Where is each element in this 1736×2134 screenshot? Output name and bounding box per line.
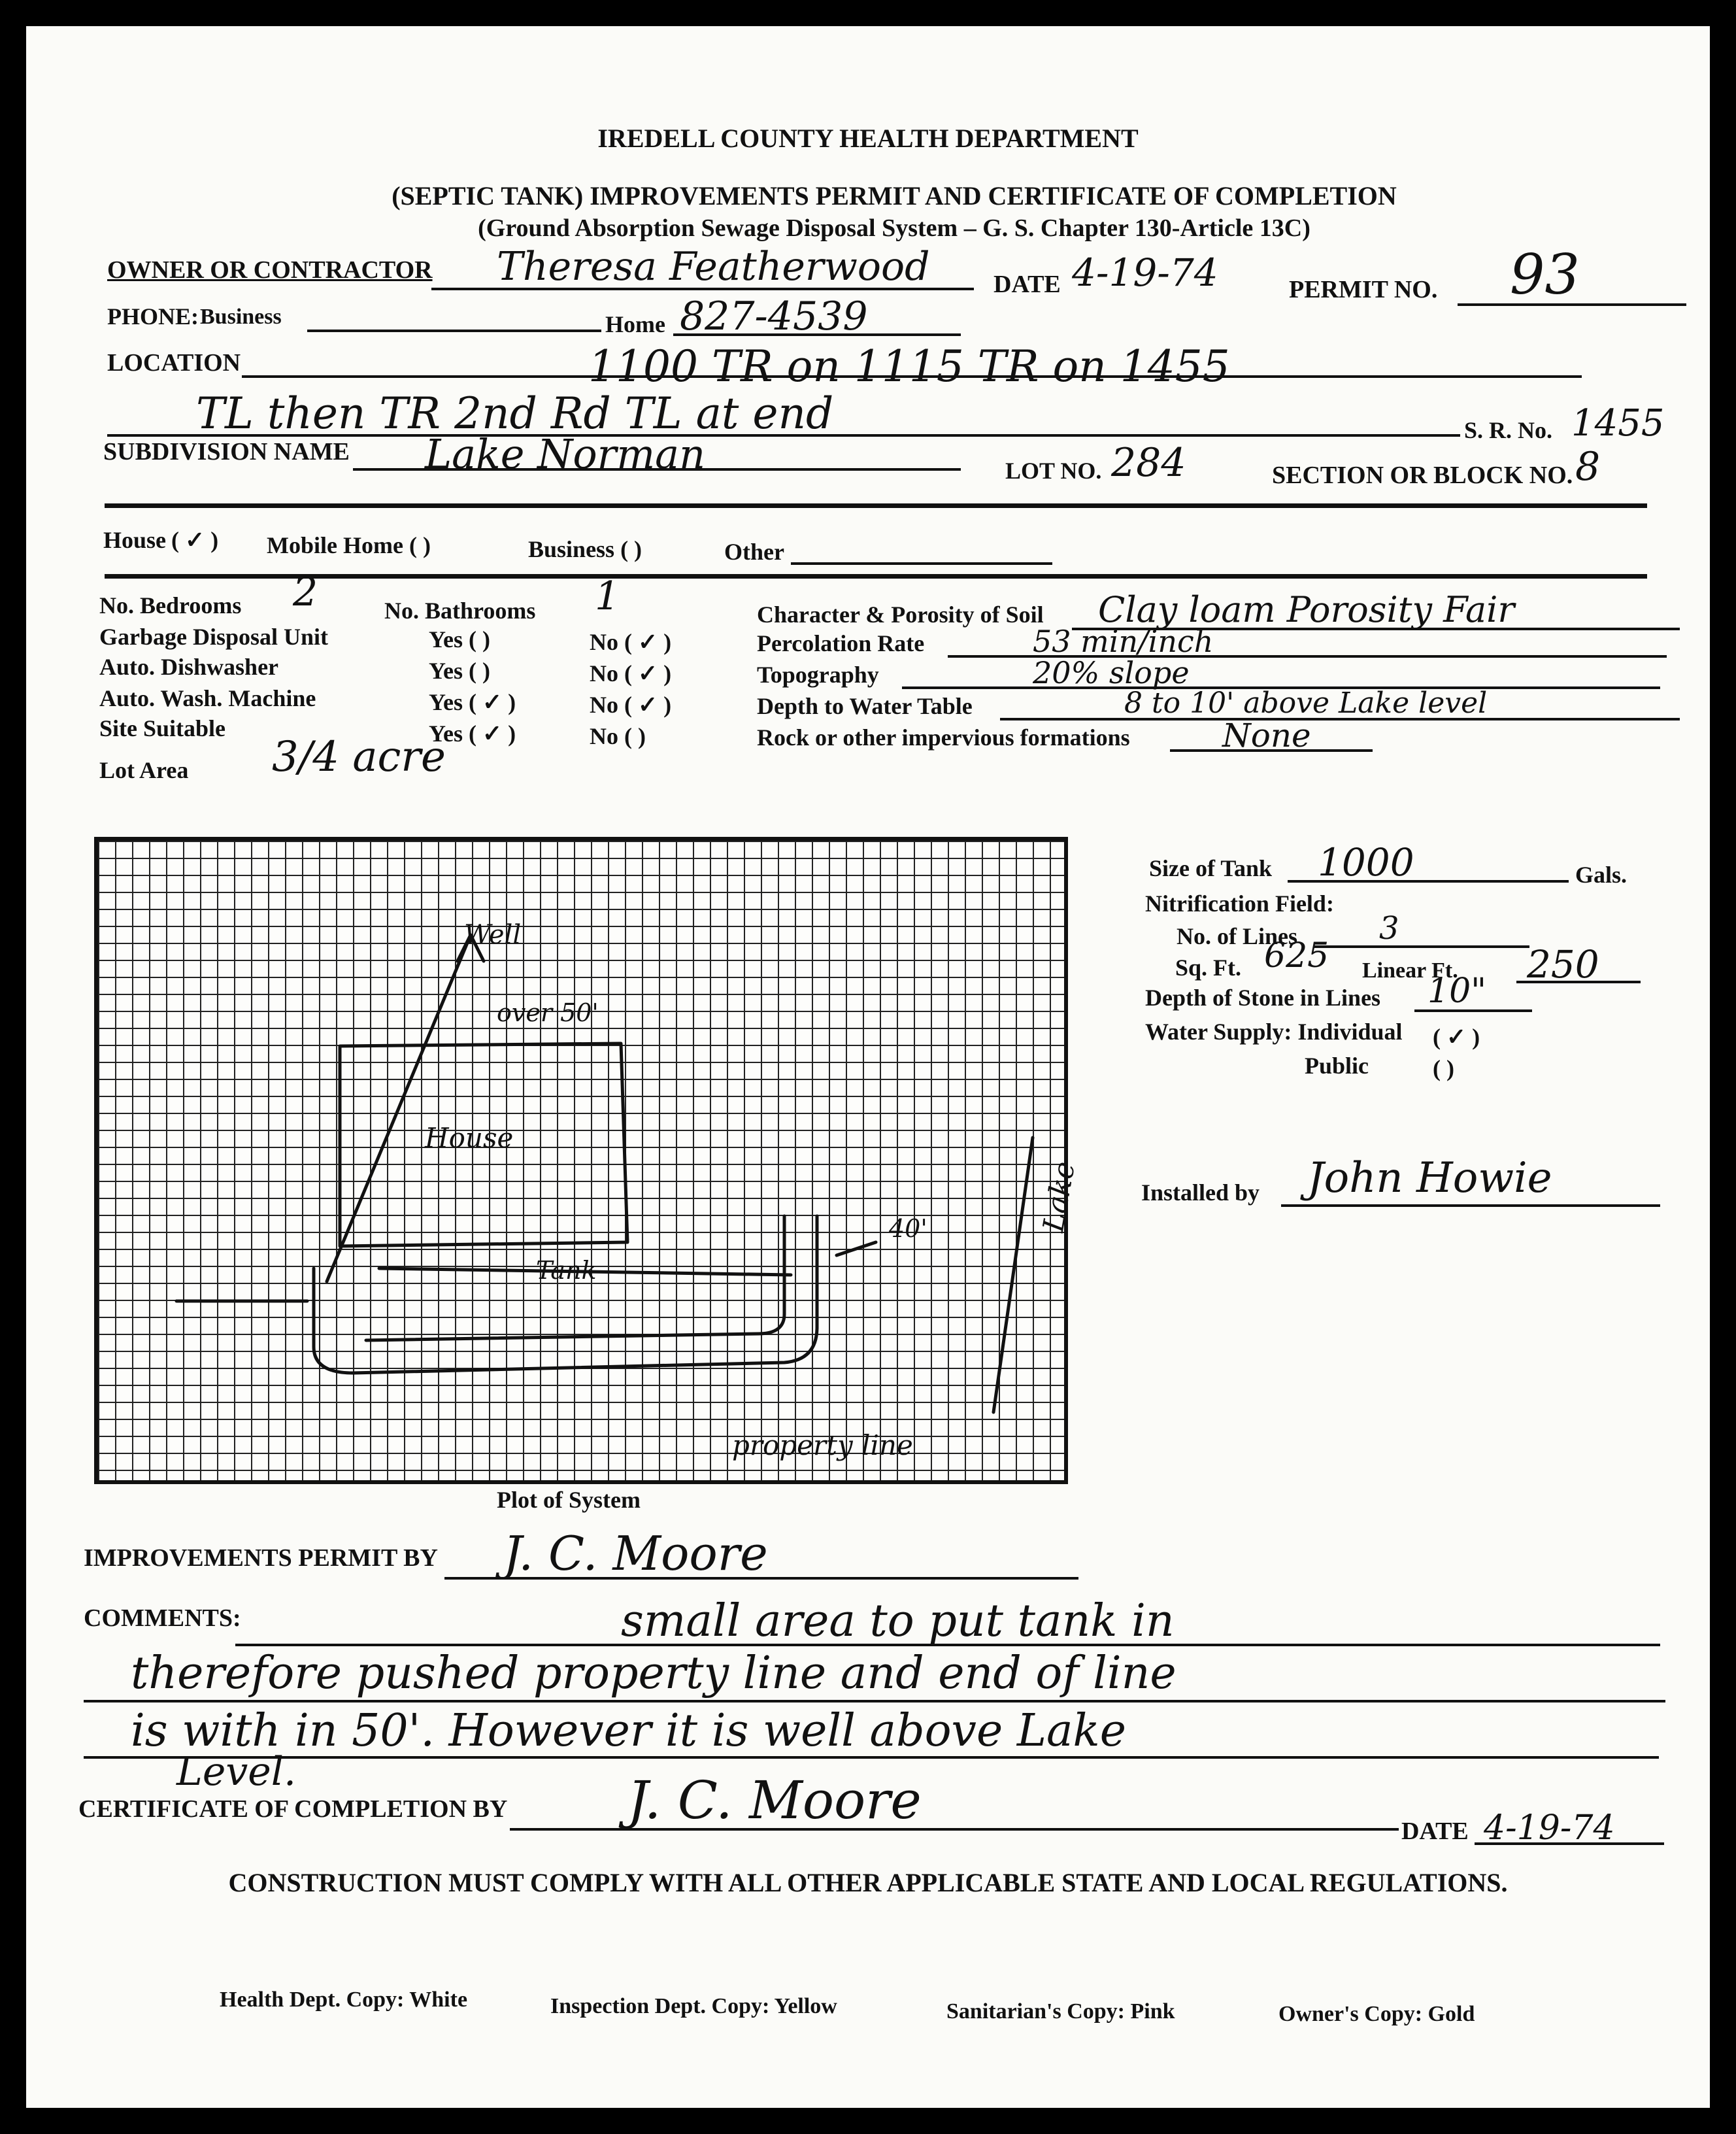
lot-label: LOT NO. <box>1005 458 1102 484</box>
lines-line <box>1314 945 1529 948</box>
house-label: House <box>103 527 167 553</box>
plot-note-lake: Lake <box>1037 1159 1082 1235</box>
comments-line-2 <box>84 1700 1665 1702</box>
dishwasher-yes: Yes ( ) <box>429 658 490 684</box>
phone-label: PHONE: <box>107 303 199 330</box>
lot-value: 284 <box>1111 440 1186 486</box>
water-table-value: 8 to 10' above Lake level <box>1124 686 1488 720</box>
copy-inspection-dept: Inspection Dept. Copy: Yellow <box>550 1994 837 2018</box>
site-suitable-yes: Yes ( ✓ ) <box>429 720 516 747</box>
stone-depth-label: Depth of Stone in Lines <box>1145 985 1381 1011</box>
percolation-value: 53 min/inch <box>1033 624 1214 659</box>
plot-note-well: Well <box>464 920 522 950</box>
tank-outline <box>314 1216 817 1373</box>
installed-by-value: John Howie <box>1307 1154 1552 1202</box>
location-line-2-value: TL then TR 2nd Rd TL at end <box>196 388 834 439</box>
copy-sanitarian: Sanitarian's Copy: Pink <box>946 1999 1175 2024</box>
bathrooms-label: No. Bathrooms <box>384 598 536 624</box>
water-table-label: Depth to Water Table <box>757 693 973 719</box>
phone-home-label: Home <box>605 311 665 337</box>
form-subtitle: (Ground Absorption Sewage Disposal System – G. S. Chapter 130-Article 13C) <box>478 214 1310 242</box>
department-title: IREDELL COUNTY HEALTH DEPARTMENT <box>597 124 1139 153</box>
distance-arrow <box>837 1242 876 1255</box>
well-line <box>327 935 471 1281</box>
house-mark: ( ✓ ) <box>171 527 219 553</box>
percolation-label: Percolation Rate <box>757 630 925 656</box>
plot-note-distance: 40' <box>889 1214 927 1243</box>
garbage-disposal-yes: Yes ( ) <box>429 626 490 652</box>
individual-mark: ( ✓ ) <box>1433 1024 1480 1050</box>
subdivision-value: Lake Norman <box>425 430 706 478</box>
location-label: LOCATION <box>107 349 241 377</box>
date-value: 4-19-74 <box>1072 250 1218 295</box>
bathrooms-value: 1 <box>595 573 620 619</box>
plot-note-property-line: property line <box>732 1429 913 1461</box>
bedrooms-value: 2 <box>293 569 318 615</box>
plot-note-house: House <box>425 1122 514 1154</box>
plot-caption: Plot of System <box>497 1487 641 1513</box>
garbage-disposal-label: Garbage Disposal Unit <box>99 624 329 650</box>
wash-machine-no: No ( ✓ ) <box>590 692 672 718</box>
other-label: Other <box>724 539 784 565</box>
sqft-label: Sq. Ft. <box>1175 955 1242 981</box>
plot-note-well-distance: over 50' <box>497 998 599 1027</box>
home-phone-value: 827-4539 <box>680 294 868 339</box>
linear-value: 250 <box>1527 942 1599 987</box>
owner-value: Theresa Featherwood <box>497 244 930 290</box>
form-title: (SEPTIC TANK) IMPROVEMENTS PERMIT AND CERTIFICATE OF COMPLETION <box>392 181 1397 211</box>
certificate-value: J. C. Moore <box>627 1770 922 1831</box>
section-label: SECTION OR BLOCK NO. <box>1272 462 1573 489</box>
lake-edge <box>993 1138 1033 1412</box>
comments-line-3-value: is with in 50'. However it is well above Lake <box>131 1705 1126 1757</box>
certificate-date-label: DATE <box>1401 1818 1469 1845</box>
permit-by-label: IMPROVEMENTS PERMIT BY <box>84 1544 438 1572</box>
dishwasher-no: No ( ✓ ) <box>590 660 672 686</box>
topography-label: Topography <box>757 662 879 688</box>
phone-business-label: Business <box>200 305 282 329</box>
bedrooms-label: No. Bedrooms <box>99 592 242 618</box>
lines-value: 3 <box>1379 910 1399 947</box>
tank-size-label: Size of Tank <box>1149 855 1273 881</box>
comments-line-4-value: Level. <box>176 1749 297 1795</box>
topography-value: 20% slope <box>1033 655 1190 690</box>
garbage-disposal-no: No ( ✓ ) <box>590 629 672 655</box>
mobile-home-label: Mobile Home ( ) <box>267 532 431 558</box>
compliance-notice: CONSTRUCTION MUST COMPLY WITH ALL OTHER APPLICABLE STATE AND LOCAL REGULATIONS. <box>228 1868 1508 1897</box>
site-suitable-label: Site Suitable <box>99 715 226 741</box>
permit-by-value: J. C. Moore <box>503 1526 768 1581</box>
subdivision-label: SUBDIVISION NAME <box>103 438 350 466</box>
dishwasher-label: Auto. Dishwasher <box>99 654 279 680</box>
installed-by-label: Installed by <box>1141 1179 1260 1206</box>
location-line-1-value: 1100 TR on 1115 TR on 1455 <box>588 341 1230 392</box>
copy-health-dept: Health Dept. Copy: White <box>220 1988 468 2012</box>
permit-label: PERMIT NO. <box>1289 276 1438 303</box>
lines-label: No. of Lines <box>1177 923 1298 949</box>
date-label: DATE <box>993 271 1061 298</box>
sqft-value: 625 <box>1264 936 1329 975</box>
gals-label: Gals. <box>1575 862 1628 888</box>
public-mark: ( ) <box>1433 1055 1454 1081</box>
section-value: 8 <box>1575 444 1601 490</box>
stone-depth-value: 10" <box>1427 972 1487 1011</box>
lot-area-value: 3/4 acre <box>272 733 446 781</box>
rock-label: Rock or other impervious formations <box>757 724 1130 751</box>
comments-label: COMMENTS: <box>84 1604 241 1632</box>
business-type-label: Business ( ) <box>528 536 643 562</box>
tank-size-value: 1000 <box>1318 840 1414 885</box>
public-label: Public <box>1305 1053 1369 1079</box>
wash-machine-label: Auto. Wash. Machine <box>99 685 316 711</box>
permit-value: 93 <box>1510 243 1580 307</box>
comments-line-1-value: small area to put tank in <box>621 1595 1175 1647</box>
water-supply-label: Water Supply: Individual <box>1145 1019 1403 1045</box>
certificate-label: CERTIFICATE OF COMPLETION BY <box>78 1795 508 1823</box>
plot-note-tank: Tank <box>536 1256 597 1285</box>
sr-value: 1455 <box>1571 402 1665 445</box>
wash-machine-yes: Yes ( ✓ ) <box>429 689 516 715</box>
lot-area-label: Lot Area <box>99 757 189 783</box>
installed-by-line <box>1281 1204 1660 1207</box>
sr-label: S. R. No. <box>1464 417 1553 443</box>
copy-owner: Owner's Copy: Gold <box>1278 2002 1475 2026</box>
soil-character-value: Clay loam Porosity Fair <box>1098 589 1515 630</box>
certificate-date-value: 4-19-74 <box>1484 1808 1615 1848</box>
site-suitable-no: No ( ) <box>590 723 646 749</box>
rock-value: None <box>1222 717 1311 754</box>
owner-label: OWNER OR CONTRACTOR <box>107 256 433 284</box>
linear-label: Linear Ft. <box>1362 958 1458 983</box>
nitrification-label: Nitrification Field: <box>1145 890 1334 917</box>
soil-character-label: Character & Porosity of Soil <box>757 601 1044 628</box>
comments-line-2-value: therefore pushed property line and end of line <box>131 1648 1177 1699</box>
